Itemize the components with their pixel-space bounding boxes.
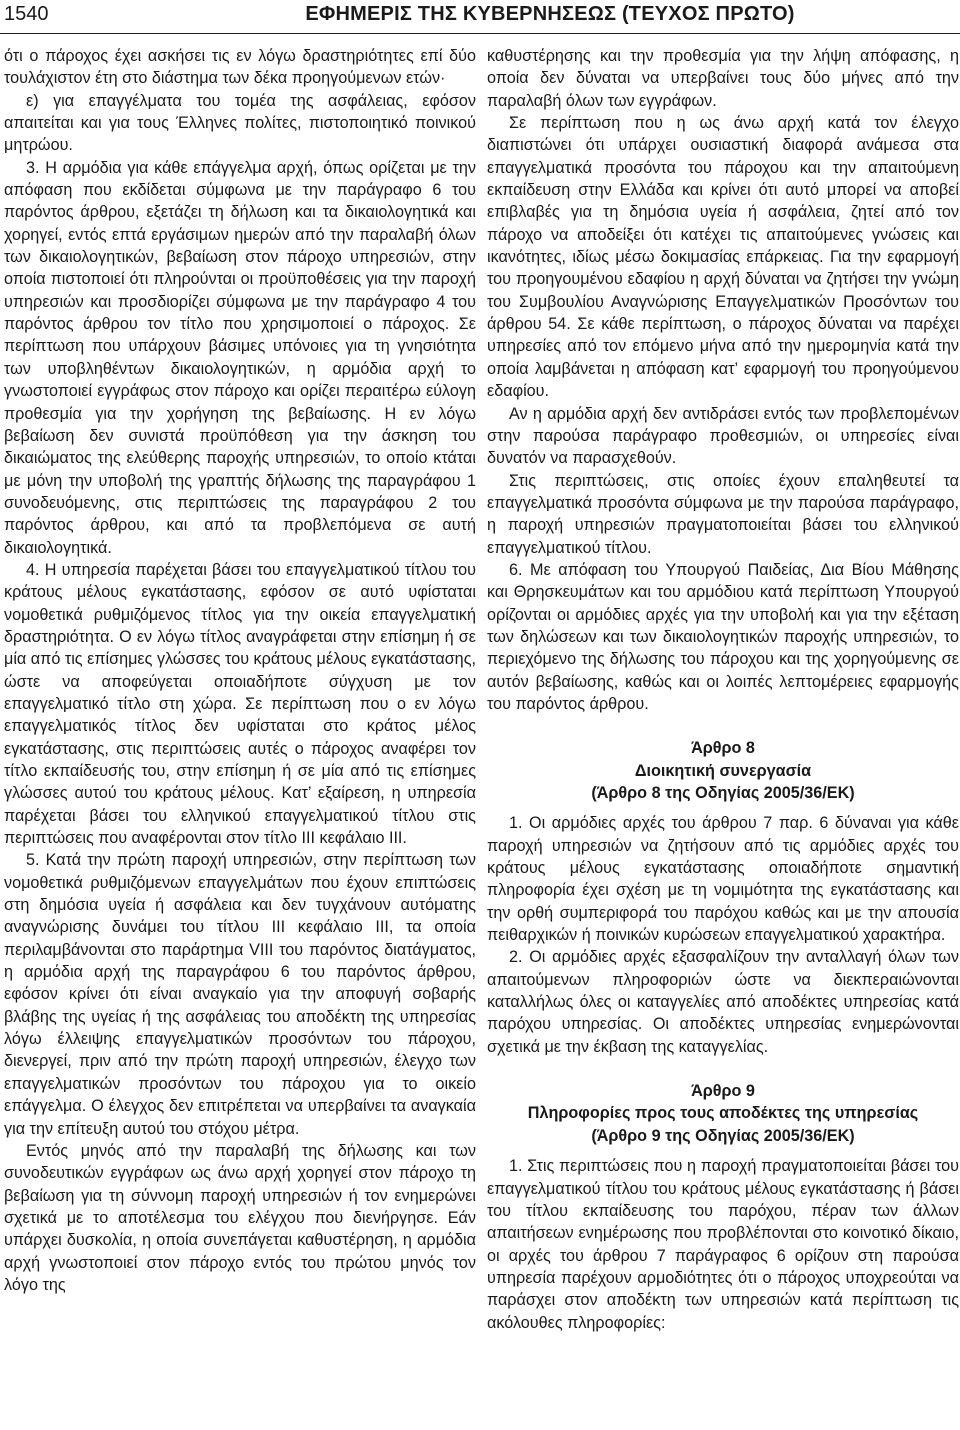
page-header bbox=[0, 0, 960, 34]
paragraph: 1. Στις περιπτώσεις που η παροχή πραγματοποιείται βάσει του επαγγελματικού τίτλου του κράτους μέλους εγκατάστασης ή βάσει του τίτλου εκπαίδευσης του παρόχου, πέραν των άλλων απαιτήσεων ενημέρωσης που προβλέπονται στο κοινοτικό δίκαιο, οι αρχές του άρθρου 7 παράγραφος 6 ορίζουν στη παρούσα υπηρεσία παρέχουν αρμοδιότητες ότι ο πάροχος υποχρεούται να παράσχει στον αποδέκτη των υπηρεσιών κατά περίπτωση τις ακόλουθες πληροφορίες: bbox=[487, 1157, 959, 1332]
running-title: ΕΦΗΜΕΡΙΣ ΤΗΣ ΚΥΒΕΡΝΗΣΕΩΣ (ΤΕΥΧΟΣ ΠΡΩΤΟ) bbox=[305, 3, 795, 25]
paragraph: Στις περιπτώσεις, στις οποίες έχουν επαληθευτεί τα επαγγελματικά προσόντα σύμφωνα με την παρούσα παράγραφο, η παροχή υπηρεσιών πραγματοποιείται βάσει του ελληνικού επαγγελματικού τίτλου. bbox=[487, 471, 959, 557]
paragraph: Σε περίπτωση που η ως άνω αρχή κατά τον έλεγχο διαπιστώνει ότι υπάρχει ουσιαστική διαφορά ανάμεσα στα επαγγελματικά προσόντα του πάροχου και την απαιτούμενη εκπαίδευση στην Ελλάδα και κρίνει ότι αυτό μπορεί να αποβεί επιβλαβές για τη δημόσια υγεία ή ασφάλεια, ζητεί από τον πάροχο να αποδείξει ότι κατέχει τις απαιτούμενες γνώσεις και ικανότητες, ιδίως μέσω δοκιμασίας επάρκειας. Για την εφαρμογή του προηγουμένου εδαφίου η αρχή δύναται να ζητήσει την γνώμη του Συμβουλίου Αναγνώρισης Επαγγελματικών Προσόντων του άρθρου 54. Σε κάθε περίπτωση, ο πάροχος δύναται να παρέχει υπηρεσίες από τον επόμενο μήνα από την ημερομηνία κατά την οποία λαμβάνεται η απόφαση κατ’ εφαρμογή του προηγούμενου εδαφίου. bbox=[487, 114, 959, 401]
article-8-reference: (Άρθρο 8 της Οδηγίας 2005/36/ΕΚ) bbox=[591, 784, 855, 802]
article-9-title: Πληροφορίες προς τους αποδέκτες της υπηρεσίας bbox=[527, 1104, 919, 1123]
paragraph: 6. Με απόφαση του Υπουργού Παιδείας, Δια Βίου Μάθησης και Θρησκευμάτων και του αρμόδιου κατά περίπτωση Υπουργού ορίζονται οι αρμόδιες αρχές για την υποβολή και για την εξέταση των δηλώσεων και των δικαιολογητικών παροχής υπηρεσιών, το περιεχόμενο της δήλωσης του πάροχου και της χορηγούμενης σε αυτόν βεβαίωσης, καθώς και οι λοιπές λεπτομέρειες εφαρμογής του παρόντος άρθρου. bbox=[487, 560, 959, 713]
left-column bbox=[4, 45, 476, 1296]
right-column bbox=[487, 45, 959, 1334]
article-9-reference: (Άρθρο 9 της Οδηγίας 2005/36/ΕΚ) bbox=[591, 1126, 855, 1145]
paragraph: 3. Η αρμόδια για κάθε επάγγελμα αρχή, όπως ορίζεται με την απόφαση που εκδίδεται σύμφωνα με την παράγραφο 6 του παρόντος άρθρου, εξετάζει τη δήλωση και τα δικαιολογητικά και χορηγεί, εντός επτά εργάσιμων ημερών από την παραλαβή όλων των δικαιολογητικών, βεβαίωση στον πάροχο υπηρεσιών, στην οποία πιστοποιεί ότι πληρούνται οι προϋποθέσεις για την παροχή υπηρεσιών και προσδιορίζει σύμφωνα με την παράγραφο 4 του παρόντος άρθρου τον τίτλο που χρησιμοποιεί ο πάροχος. Σε περίπτωση που υπάρχουν βάσιμες υπόνοιες για τη γνησιότητα των υποβληθέντων δικαιολογητικών, η αρμόδια αρχή το γνωστοποιεί εγγράφως στον πάροχο και ορίζει περαιτέρω εύλογη προθεσμία για την χορήγηση της βεβαίωσης. Η εν λόγω βεβαίωση δεν συνιστά προϋπόθεση για την άσκηση του δικαιώματος της ελεύθερης παροχής υπηρεσιών, το οποίο κτάται με μόνη την υποβολή της γραπτής δήλωσης της παραγράφου 1 συνοδευόμενης, στις περιπτώσεις της παραγράφου 2 του παρόντος άρθρου, και από τα προβλεπόμενα σε αυτή δικαιολογητικά. bbox=[4, 158, 476, 557]
paragraph: ότι ο πάροχος έχει ασκήσει τις εν λόγω δραστηριότητες επί δύο τουλάχιστον έτη στο διάστημα των δέκα προηγούμενων ετών· bbox=[4, 47, 476, 88]
paragraph: 5. Κατά την πρώτη παροχή υπηρεσιών, στην περίπτωση των νομοθετικά ρυθμιζόμενων επαγγελμάτων που έχουν επιπτώσεις στη δημόσια υγεία ή ασφάλεια και δεν τυγχάνουν αυτόματης αναγνώρισης δυνάμει του τίτλου ΙΙΙ κεφάλαιο ΙΙΙ, τα οποία περιλαμβάνονται στο παράρτημα VIII του παρόντος διατάγματος, η αρμόδια αρχή της παραγράφου 6 του παρόντος άρθρου, εφόσον κρίνει ότι είναι αναγκαίο για την αποφυγή σοβαρής βλάβης της υγείας ή της ασφάλειας του αποδέκτη της υπηρεσίας λόγω έλλειψης επαγγελματικών προσόντων του πάροχου, διενεργεί, πριν από την πρώτη παροχή υπηρεσιών, έλεγχο των επαγγελματικών προσόντων του πάροχου για το οικείο επάγγελμα. Ο έλεγχος δεν επιτρέπεται να υπερβαίνει τα αναγκαία για την επίτευξη αυτού του στόχου μέτρα. bbox=[4, 851, 476, 1138]
paragraph: Εντός μηνός από την παραλαβή της δήλωσης και των συνοδευτικών εγγράφων ως άνω αρχή χορηγεί στον πάροχο τη βεβαίωση για τη σύννομη παροχή υπηρεσιών ή τον ενημερώνει σχετικά με το αποτέλεσμα του ελέγχου που διενήργησε. Εάν υπάρχει δυσκολία, η οποία συνεπάγεται καθυστέρηση, η αρμόδια αρχή γνωστοποιεί στον πάροχο εντός του πρώτου μηνός τον λόγο της bbox=[4, 1141, 476, 1294]
paragraph: 1. Οι αρμόδιες αρχές του άρθρου 7 παρ. 6 δύναναι για κάθε παροχή υπηρεσιών να ζητήσουν από τις αρμόδιες αρχές του κράτους μέλους εγκατάστασης οποιαδήποτε σημαντική πληροφορία έχει σχέση με τη νομιμότητα της εγκατάστασης και την ορθή συμπεριφορά του παρόχου καθώς και με την απουσία πειθαρχικών ή ποινικών κυρώσεων επαγγελματικού χαρακτήρα. bbox=[487, 814, 959, 945]
article-8-number: Άρθρο 8 bbox=[691, 739, 755, 758]
paragraph: ε) για επαγγέλματα του τομέα της ασφάλειας, εφόσον απαιτείται και για τους Έλληνες πολίτες, πιστοποιητικό ποινικού μητρώου. bbox=[4, 91, 476, 155]
paragraph: καθυστέρησης και την προθεσμία για την λήψη απόφασης, η οποία δεν δύναται να υπερβαίνει τους δύο μήνες από την παραλαβή όλων των εγγράφων. bbox=[487, 47, 959, 110]
paragraph: Αν η αρμόδια αρχή δεν αντιδράσει εντός των προβλεπομένων στην παρούσα παράγραφο προθεσμιών, οι υπηρεσίες είναι δυνατόν να παρασχεθούν. bbox=[487, 404, 959, 468]
paragraph: 2. Οι αρμόδιες αρχές εξασφαλίζουν την ανταλλαγή όλων των απαιτούμενων πληροφοριών ώστε να διεκπεραιώνονται καταλλήλως όλες οι καταγγελίες από αποδέκτες υπηρεσίας κατά παρόχου υπηρεσίας. Οι αποδέκτες υπηρεσίας ενημερώνονται σχετικά με την έκβαση της καταγγελίας. bbox=[487, 948, 959, 1056]
page-number: 1540 bbox=[4, 3, 49, 25]
article-9-number: Άρθρο 9 bbox=[691, 1082, 755, 1101]
paragraph: 4. Η υπηρεσία παρέχεται βάσει του επαγγελματικού τίτλου του κράτους μέλους εγκατάστασης, εφόσον σε αυτό υφίσταται νομοθετικά ρυθμιζόμενος τίτλος για την οικεία επαγγελματική δραστηριότητα. Ο εν λόγω τίτλος αναγράφεται στην επίσημη ή σε μία από τις επίσημες γλώσσες του κράτους μέλους εγκατάστασης, ώστε να αποφεύγεται οποιαδήποτε σύγχυση με τον επαγγελματικό τίτλο στη χώρα. Σε περίπτωση που ο εν λόγω επαγγελματικός τίτλος δεν υφίσταται στο κράτος μέλος εγκατάστασης, στις περιπτώσεις αυτές ο πάροχος αναφέρει τον τίτλο εκπαίδευσής του, στην επίσημη ή σε μία από τις επίσημες γλώσσες αυτού του κράτους μέλους. Κατ’ εξαίρεση, η υπηρεσία παρέχεται βάσει του ελληνικού επαγγελματικού τίτλου στις περιπτώσεις που αναφέρονται στον τίτλο ΙΙΙ κεφάλαιο ΙΙΙ. bbox=[4, 560, 476, 848]
header-rule bbox=[0, 33, 960, 34]
article-8-title: Διοικητική συνεργασία bbox=[634, 761, 812, 780]
